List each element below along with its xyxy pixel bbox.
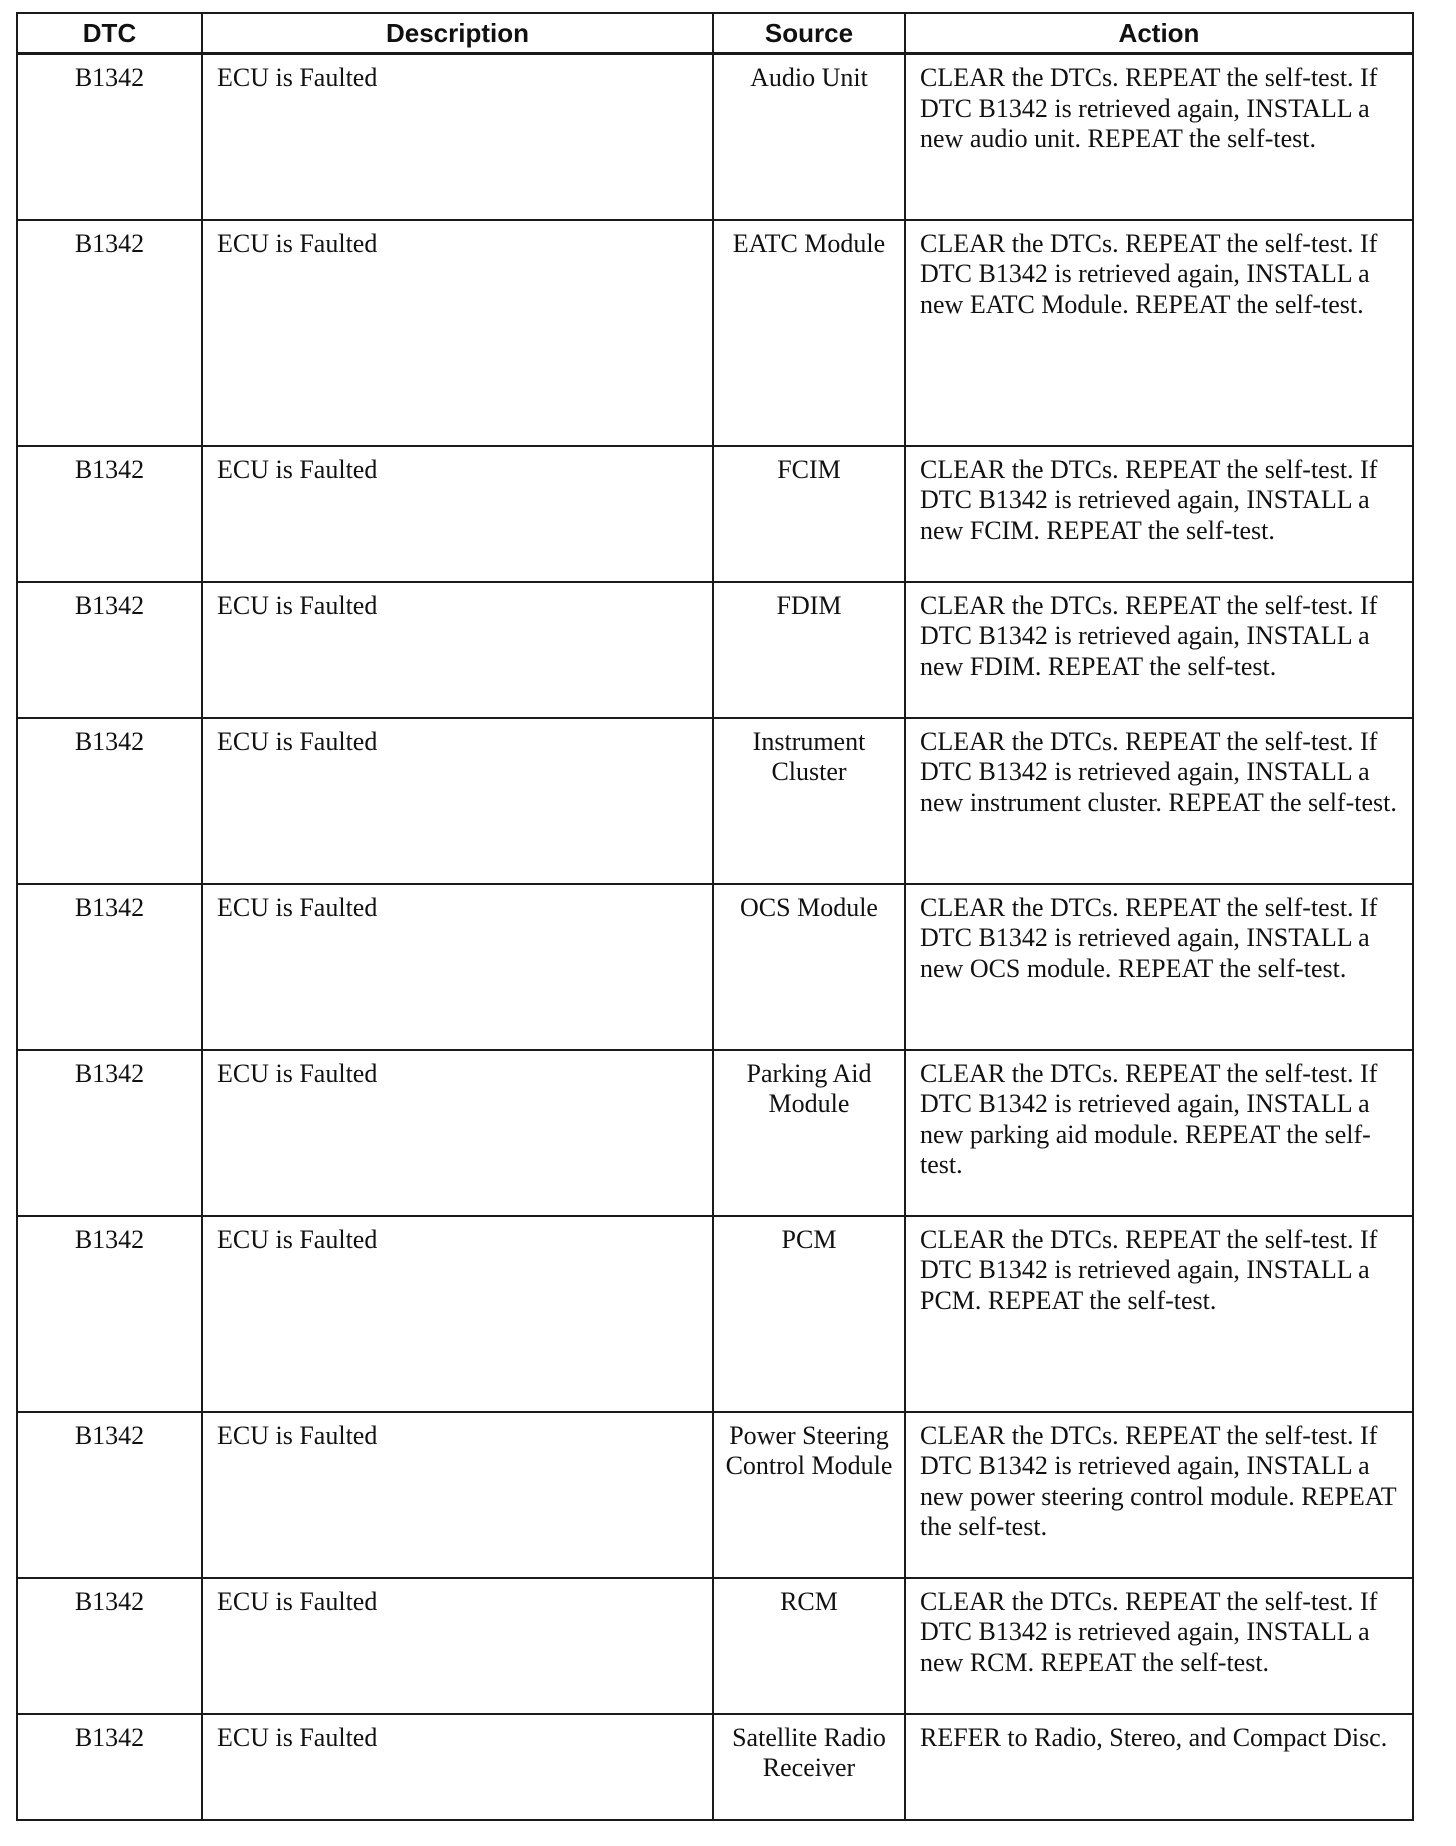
cell-source: EATC Module — [713, 220, 905, 446]
table-row — [17, 1714, 1413, 1820]
table-row — [17, 718, 1413, 884]
table-row — [17, 1578, 1413, 1714]
cell-source: FDIM — [713, 582, 905, 718]
cell-dtc: B1342 — [17, 884, 202, 1050]
cell-action: CLEAR the DTCs. REPEAT the self-test. If DTC B1342 is retrieved again, INSTALL a new FDIM. REPEAT the self-test. — [905, 582, 1413, 718]
cell-dtc: B1342 — [17, 54, 202, 220]
cell-description: ECU is Faulted — [202, 54, 713, 220]
table-row — [17, 884, 1413, 1050]
cell-source: RCM — [713, 1578, 905, 1714]
cell-action: CLEAR the DTCs. REPEAT the self-test. If DTC B1342 is retrieved again, INSTALL a new audio unit. REPEAT the self-test. — [905, 54, 1413, 220]
cell-description: ECU is Faulted — [202, 718, 713, 884]
cell-action: CLEAR the DTCs. REPEAT the self-test. If DTC B1342 is retrieved again, INSTALL a new OCS module. REPEAT the self-test. — [905, 884, 1413, 1050]
header-action: Action — [905, 13, 1413, 54]
cell-action: REFER to Radio, Stereo, and Compact Disc. — [905, 1714, 1413, 1820]
cell-source: PCM — [713, 1216, 905, 1412]
table-row — [17, 446, 1413, 582]
cell-source: OCS Module — [713, 884, 905, 1050]
cell-action: CLEAR the DTCs. REPEAT the self-test. If DTC B1342 is retrieved again, INSTALL a new parking aid module. REPEAT the self-test. — [905, 1050, 1413, 1216]
dtc-table — [16, 12, 1414, 1821]
table-row — [17, 1050, 1413, 1216]
cell-dtc: B1342 — [17, 1216, 202, 1412]
table-header — [17, 13, 1413, 54]
header-dtc: DTC — [17, 13, 202, 54]
cell-description: ECU is Faulted — [202, 1714, 713, 1820]
cell-description: ECU is Faulted — [202, 1216, 713, 1412]
table-row — [17, 54, 1413, 220]
cell-action: CLEAR the DTCs. REPEAT the self-test. If DTC B1342 is retrieved again, INSTALL a PCM. REPEAT the self-test. — [905, 1216, 1413, 1412]
cell-dtc: B1342 — [17, 1050, 202, 1216]
cell-description: ECU is Faulted — [202, 220, 713, 446]
cell-description: ECU is Faulted — [202, 884, 713, 1050]
header-description: Description — [202, 13, 713, 54]
cell-source: FCIM — [713, 446, 905, 582]
cell-description: ECU is Faulted — [202, 446, 713, 582]
table-row — [17, 582, 1413, 718]
table-row — [17, 1216, 1413, 1412]
cell-dtc: B1342 — [17, 1578, 202, 1714]
cell-source: Audio Unit — [713, 54, 905, 220]
cell-dtc: B1342 — [17, 1412, 202, 1578]
table-row — [17, 220, 1413, 446]
cell-action: CLEAR the DTCs. REPEAT the self-test. If DTC B1342 is retrieved again, INSTALL a new RCM. REPEAT the self-test. — [905, 1578, 1413, 1714]
cell-source: Instrument Cluster — [713, 718, 905, 884]
cell-description: ECU is Faulted — [202, 1578, 713, 1714]
cell-source: Satellite Radio Receiver — [713, 1714, 905, 1820]
cell-action: CLEAR the DTCs. REPEAT the self-test. If DTC B1342 is retrieved again, INSTALL a new FCIM. REPEAT the self-test. — [905, 446, 1413, 582]
cell-dtc: B1342 — [17, 1714, 202, 1820]
cell-dtc: B1342 — [17, 446, 202, 582]
table-row — [17, 1412, 1413, 1578]
header-source: Source — [713, 13, 905, 54]
cell-description: ECU is Faulted — [202, 1050, 713, 1216]
cell-source: Power Steering Control Module — [713, 1412, 905, 1578]
cell-action: CLEAR the DTCs. REPEAT the self-test. If DTC B1342 is retrieved again, INSTALL a new EATC Module. REPEAT the self-test. — [905, 220, 1413, 446]
table-body — [17, 54, 1413, 1820]
cell-dtc: B1342 — [17, 220, 202, 446]
cell-dtc: B1342 — [17, 718, 202, 884]
cell-action: CLEAR the DTCs. REPEAT the self-test. If DTC B1342 is retrieved again, INSTALL a new instrument cluster. REPEAT the self-test. — [905, 718, 1413, 884]
header-row — [17, 13, 1413, 54]
cell-source: Parking Aid Module — [713, 1050, 905, 1216]
cell-dtc: B1342 — [17, 582, 202, 718]
cell-description: ECU is Faulted — [202, 1412, 713, 1578]
cell-description: ECU is Faulted — [202, 582, 713, 718]
cell-action: CLEAR the DTCs. REPEAT the self-test. If DTC B1342 is retrieved again, INSTALL a new power steering control module. REPEAT the self-test. — [905, 1412, 1413, 1578]
